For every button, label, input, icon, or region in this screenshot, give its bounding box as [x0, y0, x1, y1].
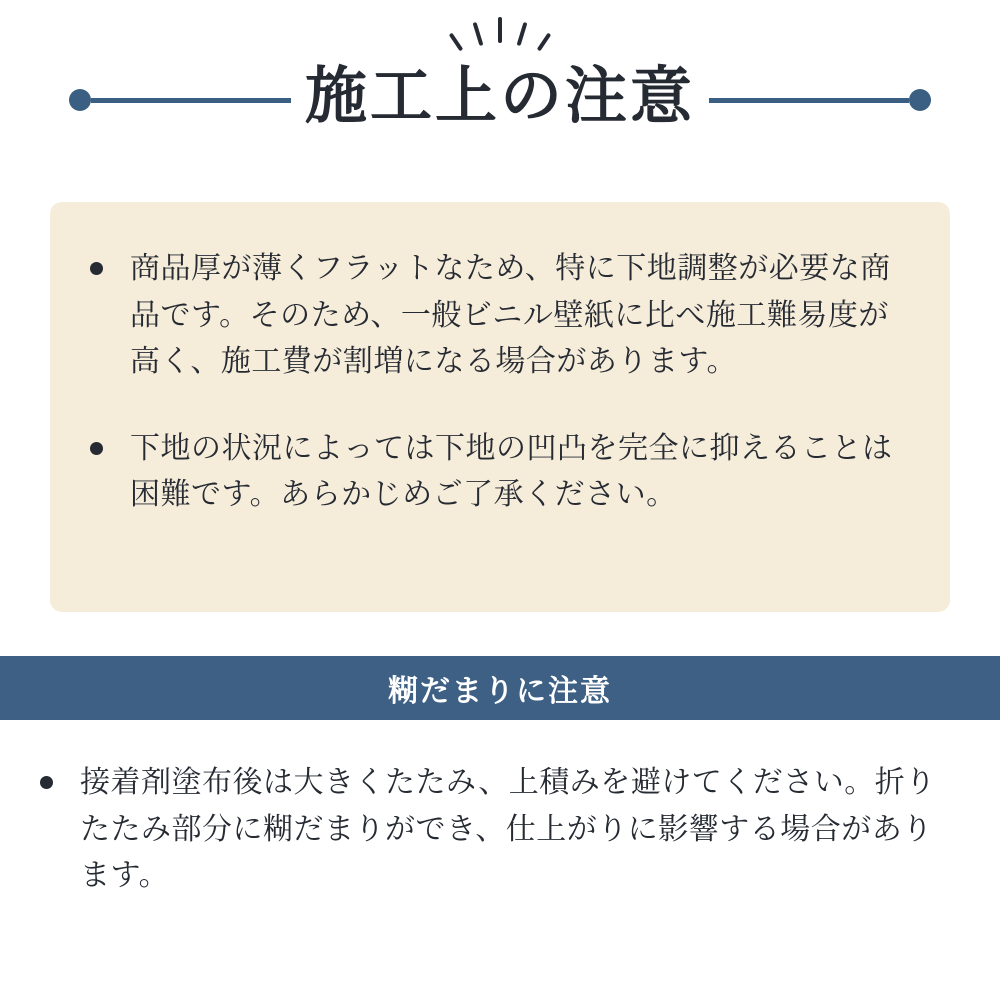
right-rule-decoration — [709, 89, 931, 111]
note-card — [50, 202, 950, 612]
note-list — [84, 246, 910, 519]
section-title: 糊だまりに注意 — [388, 675, 612, 708]
list-item-text: 下地の状況によっては下地の凹凸を完全に抑えることは困難です。あらかじめご了承ください。 — [130, 431, 893, 511]
page-header — [0, 0, 1000, 180]
list-item-text: 接着剤塗布後は大きくたたみ、上積みを避けてください。折りたたみ部分に糊だまりができ、仕上がりに影響する場合があります。 — [80, 766, 936, 892]
title-row — [0, 62, 1000, 134]
bullet-icon — [40, 776, 53, 789]
left-rule-decoration — [69, 89, 291, 111]
right-rule-dot — [909, 89, 931, 111]
list-item — [84, 426, 910, 519]
section-band — [0, 656, 1000, 720]
list-item — [84, 246, 910, 386]
right-rule-line — [709, 98, 909, 103]
bullet-icon — [90, 262, 103, 275]
page-title: 施工上の注意 — [304, 62, 695, 131]
left-rule-line — [91, 98, 291, 103]
list-item-text: 商品厚が薄くフラットなため、特に下地調整が必要な商品です。そのため、一般ビニル壁紙に比べ施工難易度が高く、施工費が割増になる場合があります。 — [130, 252, 891, 378]
left-rule-dot — [69, 89, 91, 111]
list-item — [34, 760, 950, 900]
bullet-icon — [90, 442, 103, 455]
section-list — [34, 760, 950, 900]
sparkle-icon — [0, 18, 1000, 58]
section-body — [0, 720, 1000, 900]
